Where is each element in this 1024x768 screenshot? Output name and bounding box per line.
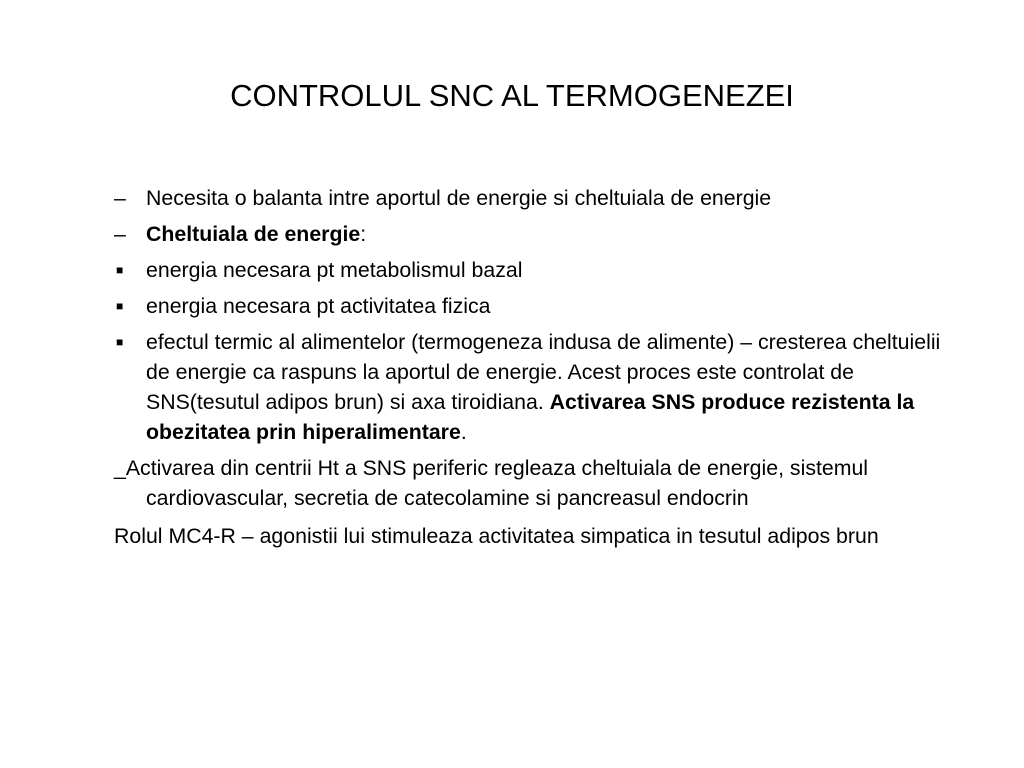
item-tail-text: . — [460, 420, 467, 444]
item-text: efectul termic al alimentelor (termogeneza indusa de alimente) – cresterea cheltuielii de energie ca raspuns la aportul de energie. Acest proces este controlat de SNS(tesutul adipos brun) si axa tiroidiana. — [146, 330, 941, 414]
item-text: Necesita o balanta intre aportul de energie si cheltuiala de energie — [146, 186, 772, 210]
list-item — [114, 183, 954, 213]
paragraph: Rolul MC4-R – agonistii lui stimuleaza activitatea simpatica in tesutul adipos brun — [114, 524, 879, 548]
slide-title: CONTROLUL SNC AL TERMOGENEZEI — [230, 78, 794, 113]
list-item — [114, 219, 954, 249]
paragraph: _Activarea din centrii Ht a SNS periferic regleaza cheltuiala de energie, sistemul cardiovascular, secretia de catecolamine si pancreasul endocrin — [114, 456, 869, 510]
item-bold-text: Cheltuiala de energie — [146, 222, 361, 246]
item-tail-text: : — [360, 222, 367, 246]
dash-marker: – — [114, 222, 126, 246]
square-bullet-icon: ■ — [116, 299, 124, 313]
item-bold-text: Activarea SNS produce rezistenta la obezitatea prin hiperalimentare — [146, 390, 915, 444]
slide-content — [114, 183, 954, 557]
list-item — [114, 291, 954, 321]
item-text: energia necesara pt metabolismul bazal — [146, 258, 523, 282]
item-text: energia necesara pt activitatea fizica — [146, 294, 491, 318]
square-bullet-icon: ■ — [116, 263, 124, 277]
square-bullet-icon: ■ — [116, 335, 124, 349]
list-item — [114, 255, 954, 285]
dash-marker: – — [114, 186, 126, 210]
list-item — [114, 327, 954, 447]
